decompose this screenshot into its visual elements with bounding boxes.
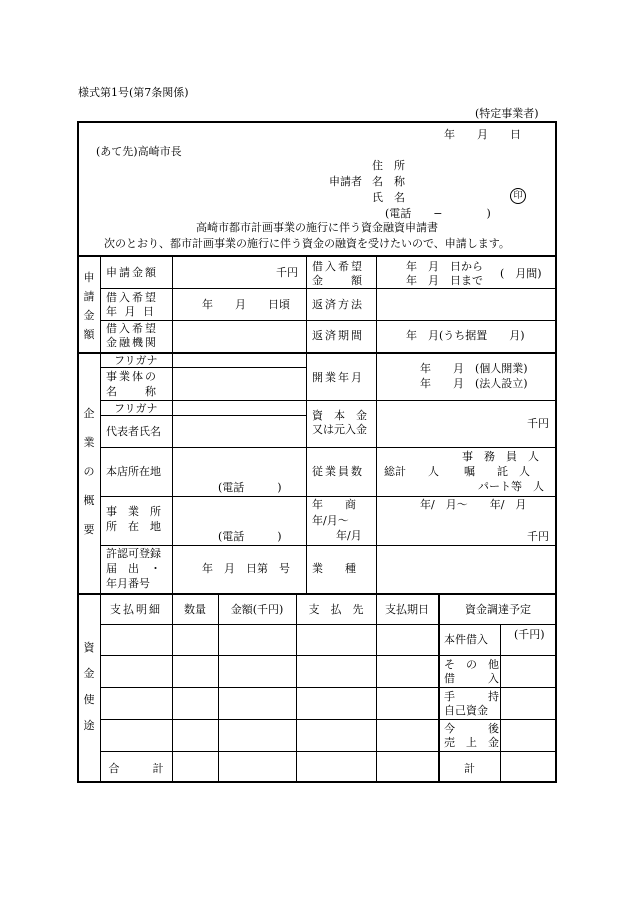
opening-individual: 年 月 (個人開業) bbox=[420, 362, 528, 375]
employees-total: 総計 人 bbox=[384, 465, 439, 478]
column-payee: 支 払 先 bbox=[308, 603, 364, 616]
office-label-2: 所 在 地 bbox=[106, 520, 161, 533]
company-label-5: 要 bbox=[83, 523, 95, 536]
permit-label-3: 年月番号 bbox=[106, 577, 150, 590]
office-label-1: 事 業 所 bbox=[106, 505, 161, 518]
funding-own-funds-1: 手 持 bbox=[444, 690, 499, 703]
funds-label-1: 資 bbox=[83, 641, 95, 654]
company-label-3: の bbox=[83, 465, 95, 478]
period-to: 年 月 日まで bbox=[406, 274, 483, 287]
funds-label-4: 途 bbox=[83, 719, 95, 732]
employees-office: 事 務 員 人 bbox=[462, 450, 539, 463]
funds-label-2: 金 bbox=[83, 667, 95, 680]
business-name-label-1: 事業体の bbox=[106, 370, 158, 383]
application-statement: 次のとおり、都市計画事業の施行に伴う資金の融資を受けたいので、申請します。 bbox=[104, 237, 510, 250]
amount-unit: 千円 bbox=[276, 266, 298, 279]
seal-icon: 印 bbox=[510, 188, 526, 204]
furigana-1: フリガナ bbox=[114, 354, 158, 367]
desired-loan-label-1: 借入希望 bbox=[312, 260, 364, 273]
employees-part: パート等 人 bbox=[478, 480, 544, 493]
application-label-1: 申 bbox=[83, 271, 95, 284]
desired-bank-label-2: 金融機関 bbox=[106, 336, 158, 349]
repay-period-value: 年 月(うち据置 月) bbox=[406, 329, 525, 342]
amount-label: 申請金額 bbox=[106, 266, 158, 279]
desired-date-label-2: 年 月 日 bbox=[106, 305, 156, 318]
employees-label: 従業員数 bbox=[312, 465, 364, 478]
addressee: (あて先)高崎市長 bbox=[96, 145, 182, 158]
repay-method-label: 返済方法 bbox=[312, 298, 364, 311]
employees-commission: 嘱 託 人 bbox=[464, 465, 530, 478]
desired-loan-label-2: 金 額 bbox=[312, 274, 364, 287]
column-amount: 金額(千円) bbox=[230, 603, 284, 616]
applicant-label: 申請者 bbox=[329, 175, 362, 188]
total-label: 合 計 bbox=[108, 762, 164, 775]
desired-date-label-1: 借入希望 bbox=[106, 291, 158, 304]
industry-label: 業 種 bbox=[312, 562, 356, 575]
funding-header: 資金調達予定 bbox=[465, 603, 531, 616]
furigana-2: フリガナ bbox=[114, 402, 158, 415]
application-label-2: 請 bbox=[83, 290, 95, 303]
capital-label-2: 又は元入金 bbox=[312, 423, 367, 436]
column-quantity: 数量 bbox=[184, 603, 206, 616]
company-label-4: 概 bbox=[83, 494, 95, 507]
capital-label-1: 資 本 金 bbox=[312, 409, 367, 422]
period-months: ( 月間) bbox=[500, 267, 542, 280]
hq-phone: (電話 ) bbox=[218, 481, 282, 494]
submission-date: 年 月 日 bbox=[444, 128, 521, 141]
application-label-4: 額 bbox=[83, 328, 95, 341]
opening-label: 開業年月 bbox=[312, 371, 364, 384]
funding-other-loan-2: 借 入 bbox=[444, 672, 499, 685]
opening-corp: 年 月 (法人設立) bbox=[420, 377, 528, 390]
desired-bank-label-1: 借入希望 bbox=[106, 322, 158, 335]
form-number: 様式第1号(第7条関係) bbox=[78, 86, 189, 99]
form-category: (特定事業者) bbox=[475, 107, 539, 120]
address-label: 住 所 bbox=[372, 159, 405, 172]
sales-range: 年/ 月〜 年/ 月 bbox=[420, 498, 527, 511]
sales-label-2: 年/月〜 bbox=[312, 514, 349, 527]
office-phone: (電話 ) bbox=[218, 530, 282, 543]
repay-period-label: 返済期間 bbox=[312, 329, 364, 342]
column-due-date: 支払期日 bbox=[385, 603, 429, 616]
column-payment-detail: 支払明細 bbox=[110, 603, 162, 616]
application-label-3: 金 bbox=[83, 309, 95, 322]
capital-unit: 千円 bbox=[527, 417, 549, 430]
hq-label: 本店所在地 bbox=[106, 465, 161, 478]
sales-label-3: 年/月 bbox=[336, 529, 362, 542]
document-title: 高崎市都市計画事業の施行に伴う資金融資申請書 bbox=[196, 221, 438, 234]
business-name-label-2: 名 称 bbox=[106, 385, 158, 398]
period-from: 年 月 日から bbox=[406, 260, 483, 273]
company-label-1: 企 bbox=[83, 407, 95, 420]
person-name-label: 氏 名 bbox=[372, 191, 405, 204]
sales-unit: 千円 bbox=[527, 530, 549, 543]
funding-unit: (千円) bbox=[514, 628, 545, 641]
funding-this-loan: 本件借入 bbox=[444, 633, 488, 646]
funding-future-sales-1: 今 後 bbox=[444, 722, 499, 735]
rep-name-label: 代表者氏名 bbox=[106, 425, 161, 438]
permit-label-2: 届 出 ・ bbox=[106, 562, 161, 575]
corp-name-label: 名 称 bbox=[372, 175, 405, 188]
funds-label-3: 使 bbox=[83, 693, 95, 706]
company-label-2: 業 bbox=[83, 436, 95, 449]
desired-date-value: 年 月 日頃 bbox=[202, 298, 290, 311]
permit-label-1: 許認可登録 bbox=[106, 547, 161, 560]
funding-future-sales-2: 売 上 金 bbox=[444, 736, 499, 749]
funding-total-label: 計 bbox=[464, 762, 475, 775]
funding-own-funds-2: 自己資金 bbox=[444, 704, 488, 717]
funding-other-loan-1: そ の 他 bbox=[444, 658, 499, 671]
permit-value: 年 月 日第 号 bbox=[202, 562, 290, 575]
sales-label-1: 年 商 bbox=[312, 498, 356, 511]
phone-label: (電話 − ) bbox=[385, 207, 491, 220]
